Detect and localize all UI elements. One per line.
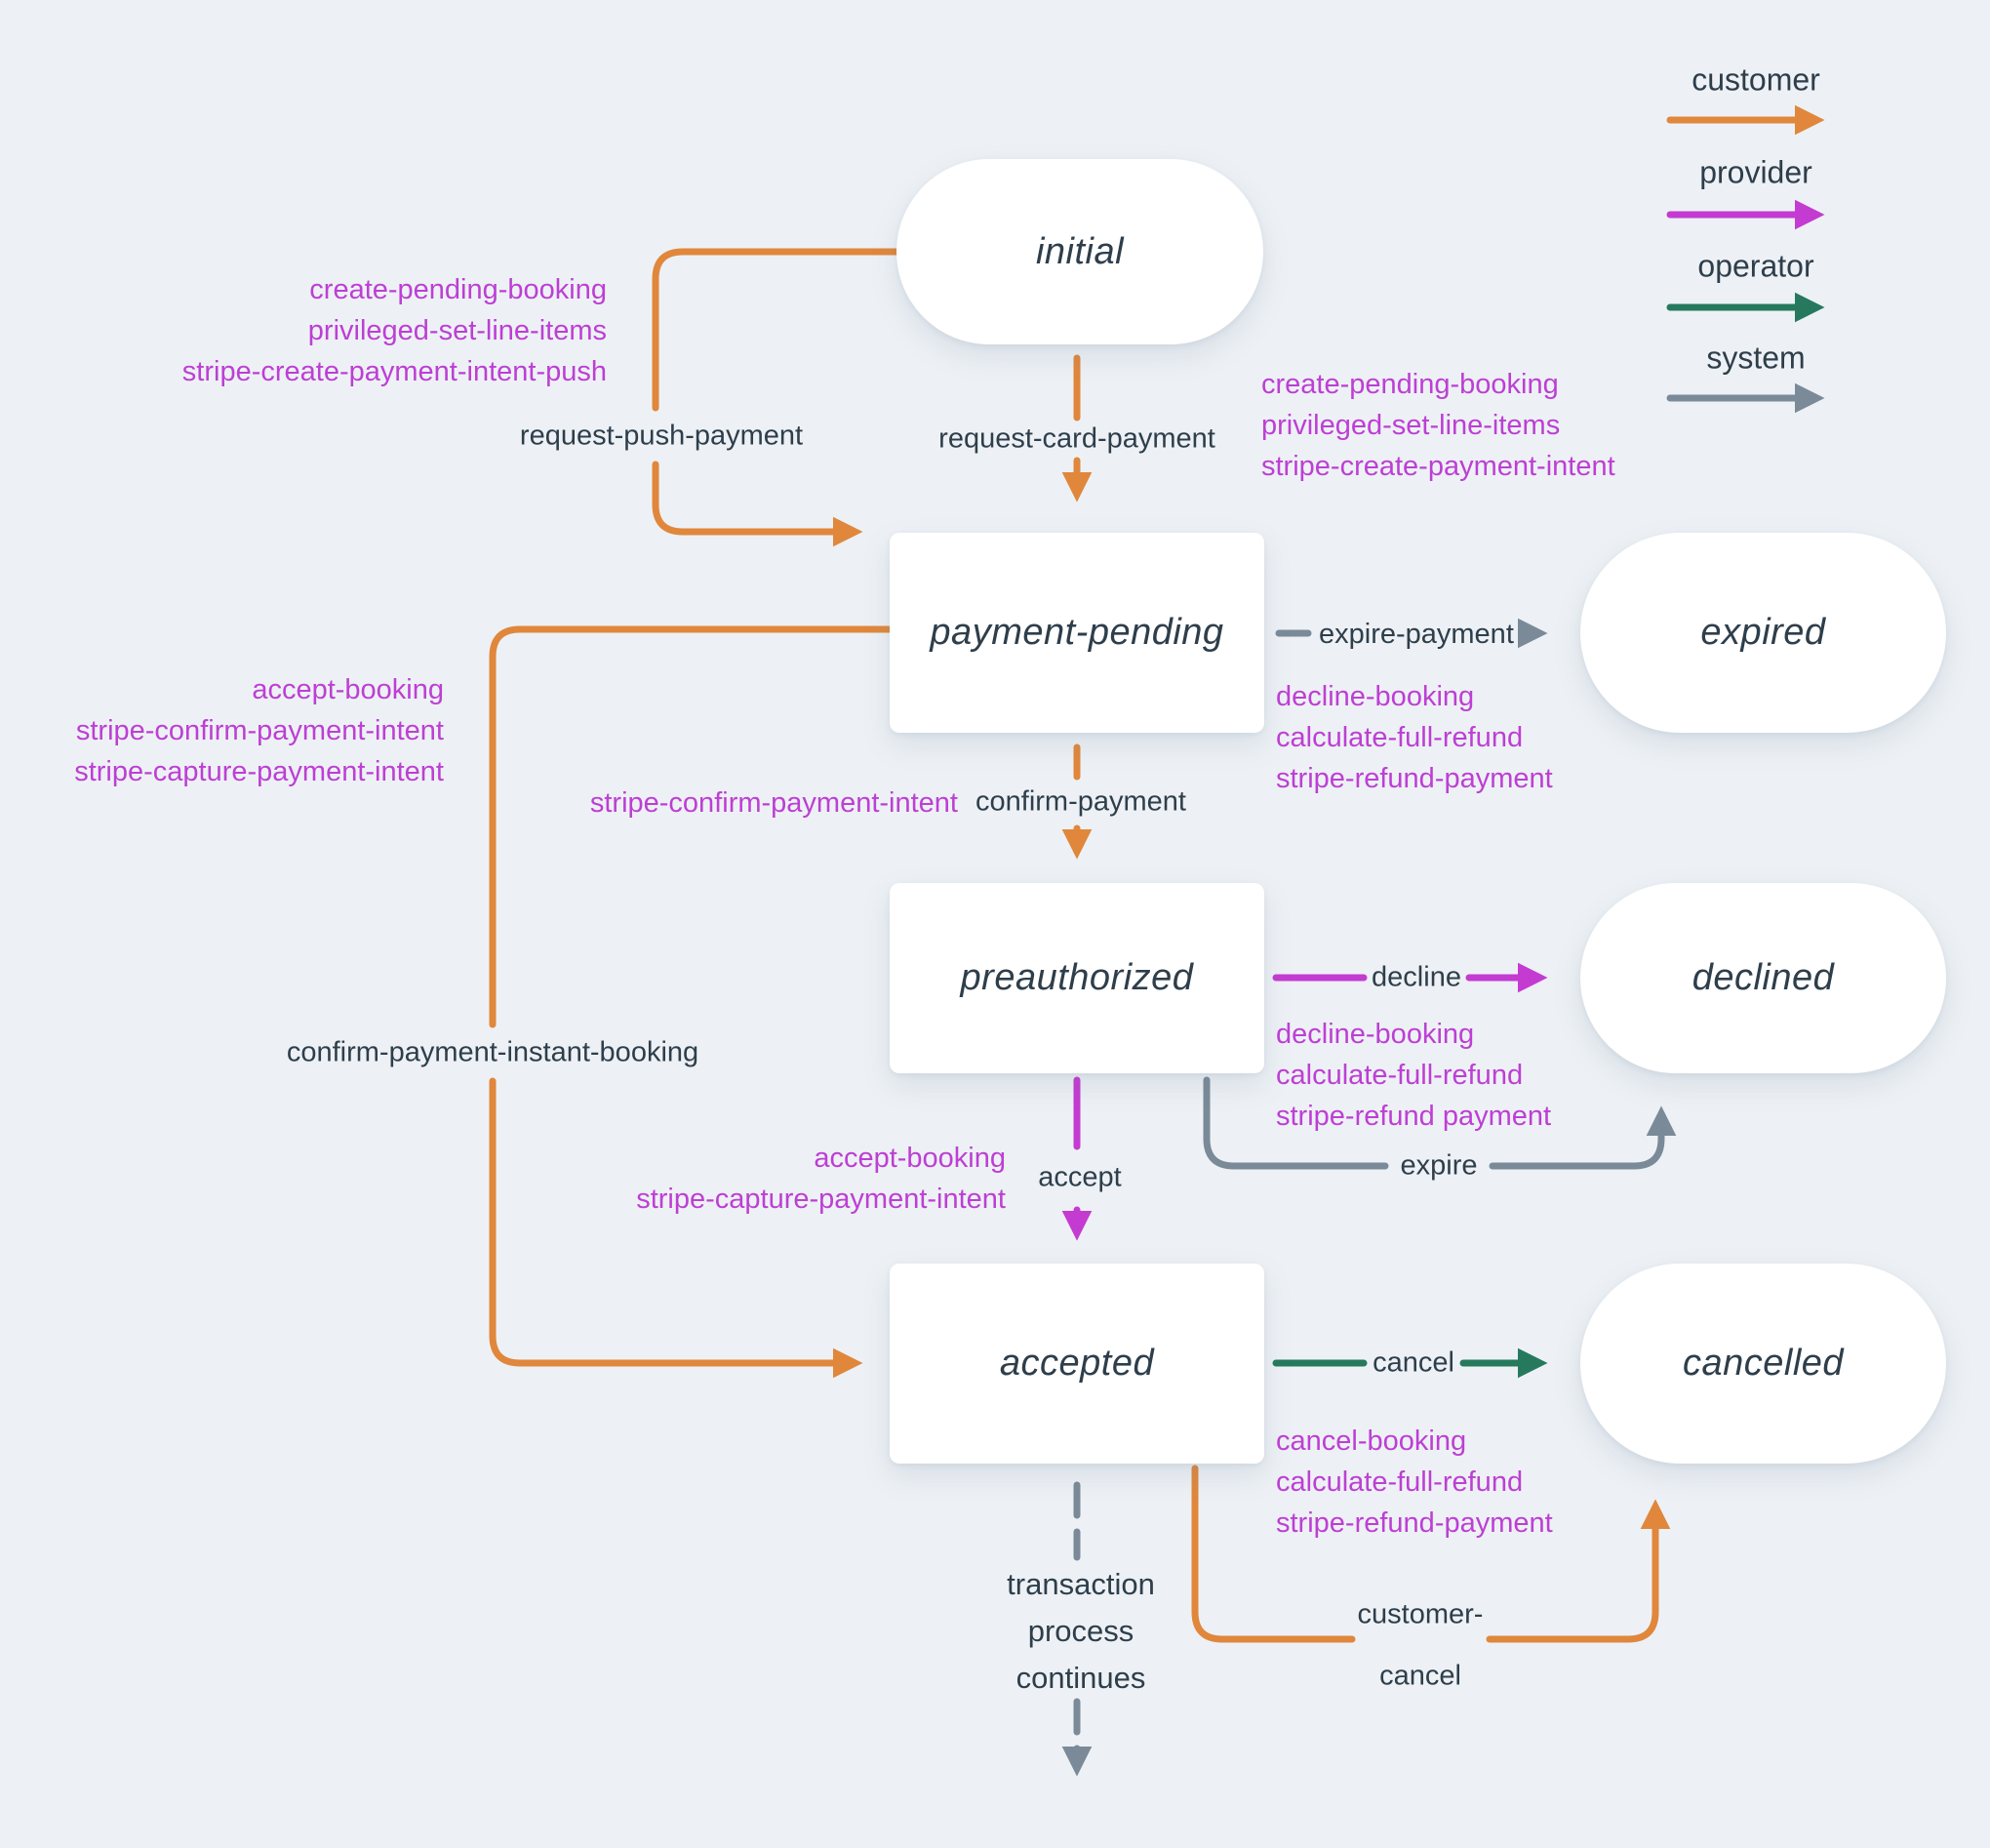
action-line: stripe-capture-payment-intent [74, 756, 444, 787]
edge-label-customer-cancel-line2: cancel [1379, 1660, 1461, 1692]
state-accepted [890, 1264, 1264, 1464]
action-line: calculate-full-refund [1276, 1060, 1524, 1091]
edge-confirm-payment-instant-booking-seg1 [493, 629, 889, 1024]
action-line: stripe-refund payment [1276, 1101, 1552, 1132]
continues-line: continues [1015, 1661, 1146, 1695]
edge-label-cancel: cancel [1373, 1346, 1454, 1379]
edge-label-request-card-payment: request-card-payment [938, 422, 1215, 455]
state-payment-pending [890, 533, 1264, 733]
state-expired [1580, 533, 1946, 733]
state-preauthorized [890, 883, 1264, 1073]
action-line: stripe-create-payment-intent [1261, 451, 1615, 482]
state-declined [1580, 883, 1946, 1073]
action-line: stripe-capture-payment-intent [636, 1184, 1006, 1215]
edge-label-decline: decline [1372, 961, 1461, 993]
action-line: accept-booking [252, 674, 444, 705]
legend-label-operator: operator [1697, 248, 1814, 284]
continues-line: transaction [1007, 1567, 1155, 1601]
actions-request-push-payment [182, 269, 607, 392]
action-line: accept-booking [814, 1143, 1006, 1174]
legend-label-system: system [1706, 340, 1806, 376]
actions-expire-payment [1276, 676, 1553, 799]
continues-line: process [1027, 1614, 1134, 1648]
state-cancelled-label: cancelled [1682, 1343, 1845, 1384]
state-initial-label: initial [1035, 230, 1125, 272]
state-preauthorized-label: preauthorized [960, 957, 1194, 998]
action-line: privileged-set-line-items [307, 315, 607, 346]
actions-accept [636, 1138, 1006, 1220]
action-line: stripe-confirm-payment-intent [75, 715, 444, 746]
legend-label-customer: customer [1692, 61, 1820, 98]
actions-confirm-payment-instant-booking [74, 669, 444, 792]
action-line: cancel-booking [1276, 1426, 1467, 1457]
actions-cancel [1276, 1421, 1553, 1544]
action-line: create-pending-booking [1261, 369, 1559, 400]
edge-label-confirm-payment: confirm-payment [975, 785, 1186, 818]
legend-label-provider: provider [1699, 154, 1812, 190]
state-cancelled [1580, 1264, 1946, 1464]
state-declined-label: declined [1692, 957, 1835, 998]
action-line: stripe-refund-payment [1276, 1507, 1553, 1539]
edge-request-push-payment-seg1 [656, 252, 896, 408]
action-line: stripe-create-payment-intent-push [181, 356, 607, 387]
edge-request-push-payment-seg2 [656, 464, 855, 532]
edge-label-expire-payment: expire-payment [1319, 619, 1514, 650]
edge-label-expire: expire [1400, 1149, 1478, 1182]
edge-label-customer-cancel-line1: customer- [1357, 1598, 1484, 1630]
edge-label-transaction-continues [1007, 1561, 1155, 1702]
action-line: privileged-set-line-items [1261, 410, 1561, 441]
action-line: calculate-full-refund [1276, 722, 1524, 753]
edge-side-label-confirm-payment: stripe-confirm-payment-intent [589, 787, 958, 819]
edge-confirm-payment-instant-booking-seg2 [493, 1081, 855, 1363]
state-accepted-label: accepted [999, 1343, 1155, 1384]
state-initial [896, 159, 1263, 344]
action-line: decline-booking [1276, 681, 1475, 712]
action-line: stripe-refund-payment [1276, 763, 1553, 794]
edge-label-confirm-payment-instant-booking: confirm-payment-instant-booking [286, 1036, 699, 1068]
edge-label-request-push-payment: request-push-payment [519, 420, 804, 452]
state-payment-pending-label: payment-pending [930, 612, 1224, 653]
action-line: create-pending-booking [309, 274, 607, 305]
action-line: calculate-full-refund [1276, 1466, 1524, 1498]
edge-label-accept: accept [1038, 1161, 1122, 1193]
state-expired-label: expired [1700, 612, 1826, 653]
action-line: decline-booking [1276, 1019, 1475, 1050]
actions-decline [1276, 1014, 1551, 1137]
actions-request-card-payment [1261, 364, 1615, 487]
